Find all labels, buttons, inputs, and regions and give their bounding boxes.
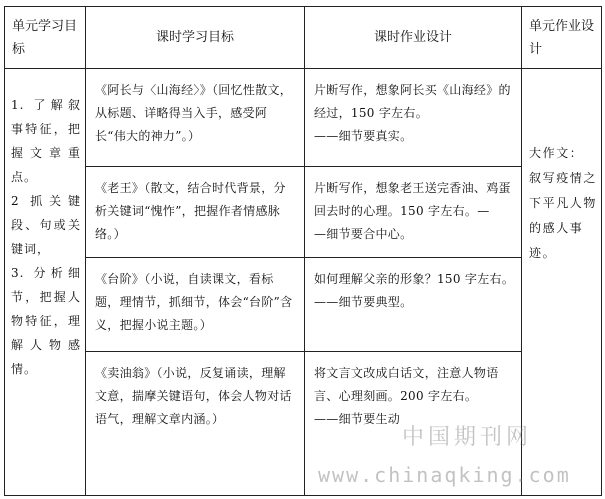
lesson-goal-cell xyxy=(86,167,305,258)
lesson-goal-text: 《阿长与〈山海经〉》（回忆性散文，从标题、详略得当入手，感受阿长“伟大的神力”。） xyxy=(95,83,293,143)
header-unit-homework: 单元作业设计 xyxy=(522,7,602,69)
unit-goal-line-3: 3. 分析细节，把握人物特征，理解人物感情。 xyxy=(11,266,81,376)
homework-text: 片断写作，想象阿长买《山海经》的经过，150 字左右。 xyxy=(314,83,511,120)
lesson-goal-cell xyxy=(86,352,305,496)
unit-goal-line-1: 1. 了解叙事特征，把握文章重点。 xyxy=(11,98,81,184)
homework-text: 将文言文改成白话文，注意人物语言、心理刻画。200 字左右。 xyxy=(314,366,499,403)
homework-text: 片断写作，想象老王送完香油、鸡蛋回去时的心理。150 字左右。— xyxy=(314,181,511,218)
unit-homework-text: 叙写疫情之下平凡人物的感人事迹。 xyxy=(529,171,598,260)
lesson-goal-text: 《老王》（散文，结合时代背景，分析关键词“愧怍”，把握作者情感脉络。） xyxy=(95,181,286,241)
unit-homework-cell xyxy=(522,69,602,496)
lesson-homework-cell xyxy=(305,258,522,352)
lesson-homework-cell xyxy=(305,69,522,167)
table-row xyxy=(5,167,602,258)
homework-note: ——细节要生动 xyxy=(314,412,401,426)
unit-homework-title: 大作文： xyxy=(529,146,584,160)
unit-goal-line-2: 2 抓关键段、句或关键词， xyxy=(11,194,81,256)
homework-text: 如何理解父亲的形象？150 字左右。 xyxy=(314,272,515,286)
lesson-goal-cell xyxy=(86,69,305,167)
unit-goal-cell xyxy=(5,69,86,496)
table-row xyxy=(5,258,602,352)
table-row xyxy=(5,69,602,167)
lesson-goal-text: 《卖油翁》（小说，反复诵读，理解文意，揣摩关键语句，体会人物对话语气，理解文章内涵。） xyxy=(95,366,292,426)
lesson-goal-text: 《台阶》（小说，自读课文，看标题，理情节，抓细节，体会“台阶”含义，把握小说主题。） xyxy=(95,272,293,332)
header-lesson-goal: 课时学习目标 xyxy=(86,7,305,69)
header-lesson-homework: 课时作业设计 xyxy=(305,7,522,69)
homework-note: ——细节要真实。 xyxy=(314,129,413,143)
watermark-name: 中国期刊网 xyxy=(402,425,533,450)
homework-note: ——细节要典型。 xyxy=(314,295,413,309)
header-unit-goal: 单元学习目标 xyxy=(5,7,86,69)
homework-note: —细节要合中心。 xyxy=(314,227,413,241)
lesson-goal-cell xyxy=(86,258,305,352)
header-row xyxy=(5,7,602,69)
watermark-url: www.chinaqking.com xyxy=(318,463,571,487)
lesson-homework-cell xyxy=(305,167,522,258)
